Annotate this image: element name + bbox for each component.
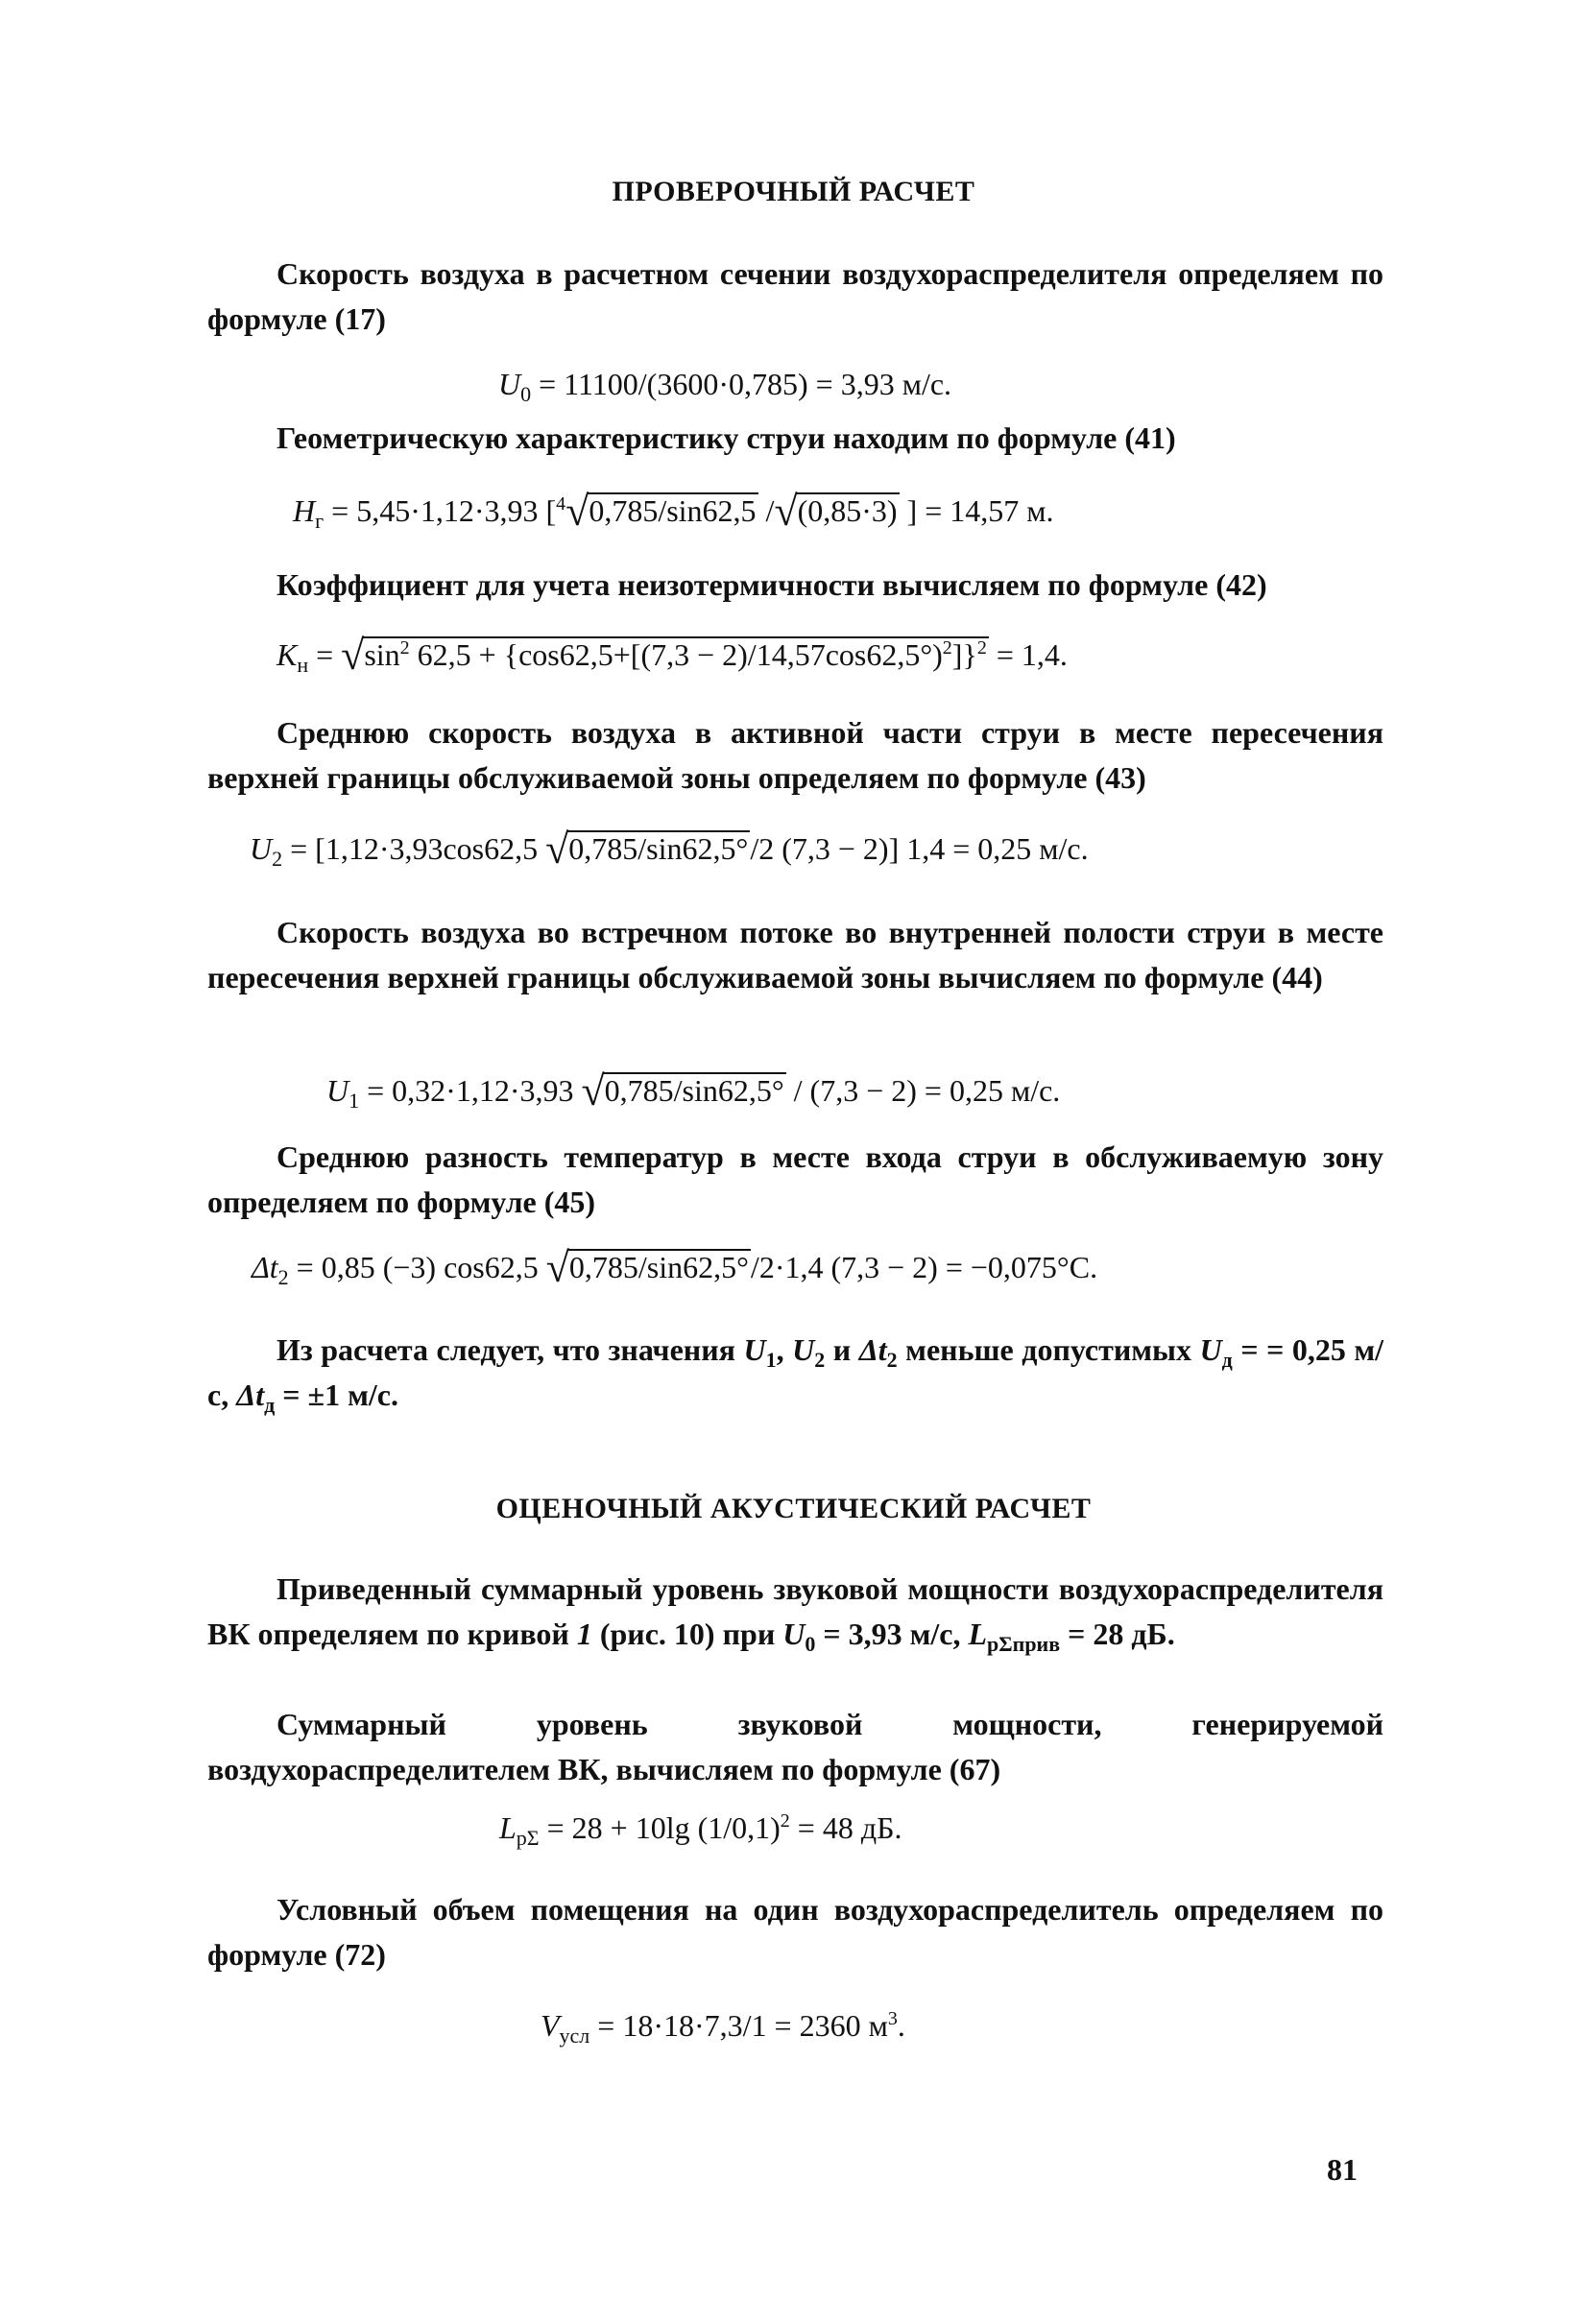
paragraph-sound-power-level: Приведенный суммарный уровень звуковой мощности воздухораспределителя ВК определяем по кривой 1 (рис. 10) при $U_0 = 3,93$ м/с, $L_{p\Sigma прив} = 28$ дБ. <box>207 1571 1383 1656</box>
paragraph-conclusion: Из расчета следует, что значения $U_1$, $U_2$ и $\Delta t_2$ меньше допустимых $U_д$ = = 0,25 м/с, $\Delta t_д = \pm 1$ м/с. <box>207 1332 1384 1417</box>
page-number: 81 <box>1327 2152 1358 2187</box>
paragraph-nonisothermal: Коэффициент для учета неизотермичности вычисляем по формуле (42) <box>277 567 1267 602</box>
paragraph-counterflow: Скорость воздуха во встречном потоке во внутренней полости струи в месте пересечения верхней границы обслуживаемой зоны вычисляем по формуле (44) <box>207 915 1383 994</box>
paragraph-total-sound-power: Суммарный уровень звуковой мощности, генерируемой воздухораспределителем ВК, вычисляем по формуле (67) <box>207 1707 1383 1786</box>
formula-kn: $K_н = √\sin^2$ $62,5 + \{\cos 62,5+[(7,3 - 2)/14,57\cos 62,5^\circ)^2]\}^2 = 1,4$. <box>277 632 1068 679</box>
formula-u0: $U_0 = 11100/(3600\cdot 0,785) = 3,93$ м/с. <box>498 367 952 406</box>
paragraph-temperature: Среднюю разность температур в месте входа струи в обслуживаемую зону определяем по формуле (45) <box>207 1139 1383 1219</box>
paragraph-room-volume: Условный объем помещения на один воздухораспределитель определяем по формуле (72) <box>207 1892 1383 1972</box>
section-heading-acoustic: ОЦЕНОЧНЫЙ АКУСТИЧЕСКИЙ РАСЧЕТ <box>495 1493 1092 1524</box>
formula-u2: $U_2 = [1,12\cdot 3,93\cos 62,5$ √0,785/sin62,5°/2 (7,3 − 2)] 1,4 = 0,25 м/с. <box>250 826 1089 873</box>
formula-hg: $H_г = 5,45\cdot 1,12\cdot 3,93$ [$^4$√0,785/sin62,5 /√(0,85·3) ] = 14,57 м. <box>293 488 1054 535</box>
formula-dt2: $\Delta t_2 = 0,85$ (−3) cos62,5 √0,785/sin62,5°/2·1,4 (7,3 − 2) = −0,075°С. <box>252 1244 1098 1291</box>
formula-lp-sum: $L_{p\Sigma} = 28 + 10\lg$ $(1/0,1)^2 = 48$ дБ. <box>499 1810 902 1850</box>
formula-u1: $U_1 = 0,32\cdot 1,12\cdot 3,93$ √0,785/sin62,5° / (7,3 − 2) = 0,25 м/с. <box>326 1067 1061 1114</box>
paragraph-mean-velocity: Среднюю скорость воздуха в активной части струи в месте пересечения верхней границы обслуживаемой зоны определяем по формуле (43) <box>207 715 1383 795</box>
section-heading-verification: ПРОВЕРОЧНЫЙ РАСЧЕТ <box>612 176 975 207</box>
paragraph-jet-geometry: Геометрическую характеристику струи находим по формуле (41) <box>277 420 1176 455</box>
paragraph-air-velocity: Скорость воздуха в расчетном сечении воздухораспределителя определяем по формуле (17) <box>207 256 1383 336</box>
formula-v-usl: $V_{усл} = 18\cdot 18\cdot 7,3/1 = 2360$ $м^3$. <box>541 2008 905 2048</box>
